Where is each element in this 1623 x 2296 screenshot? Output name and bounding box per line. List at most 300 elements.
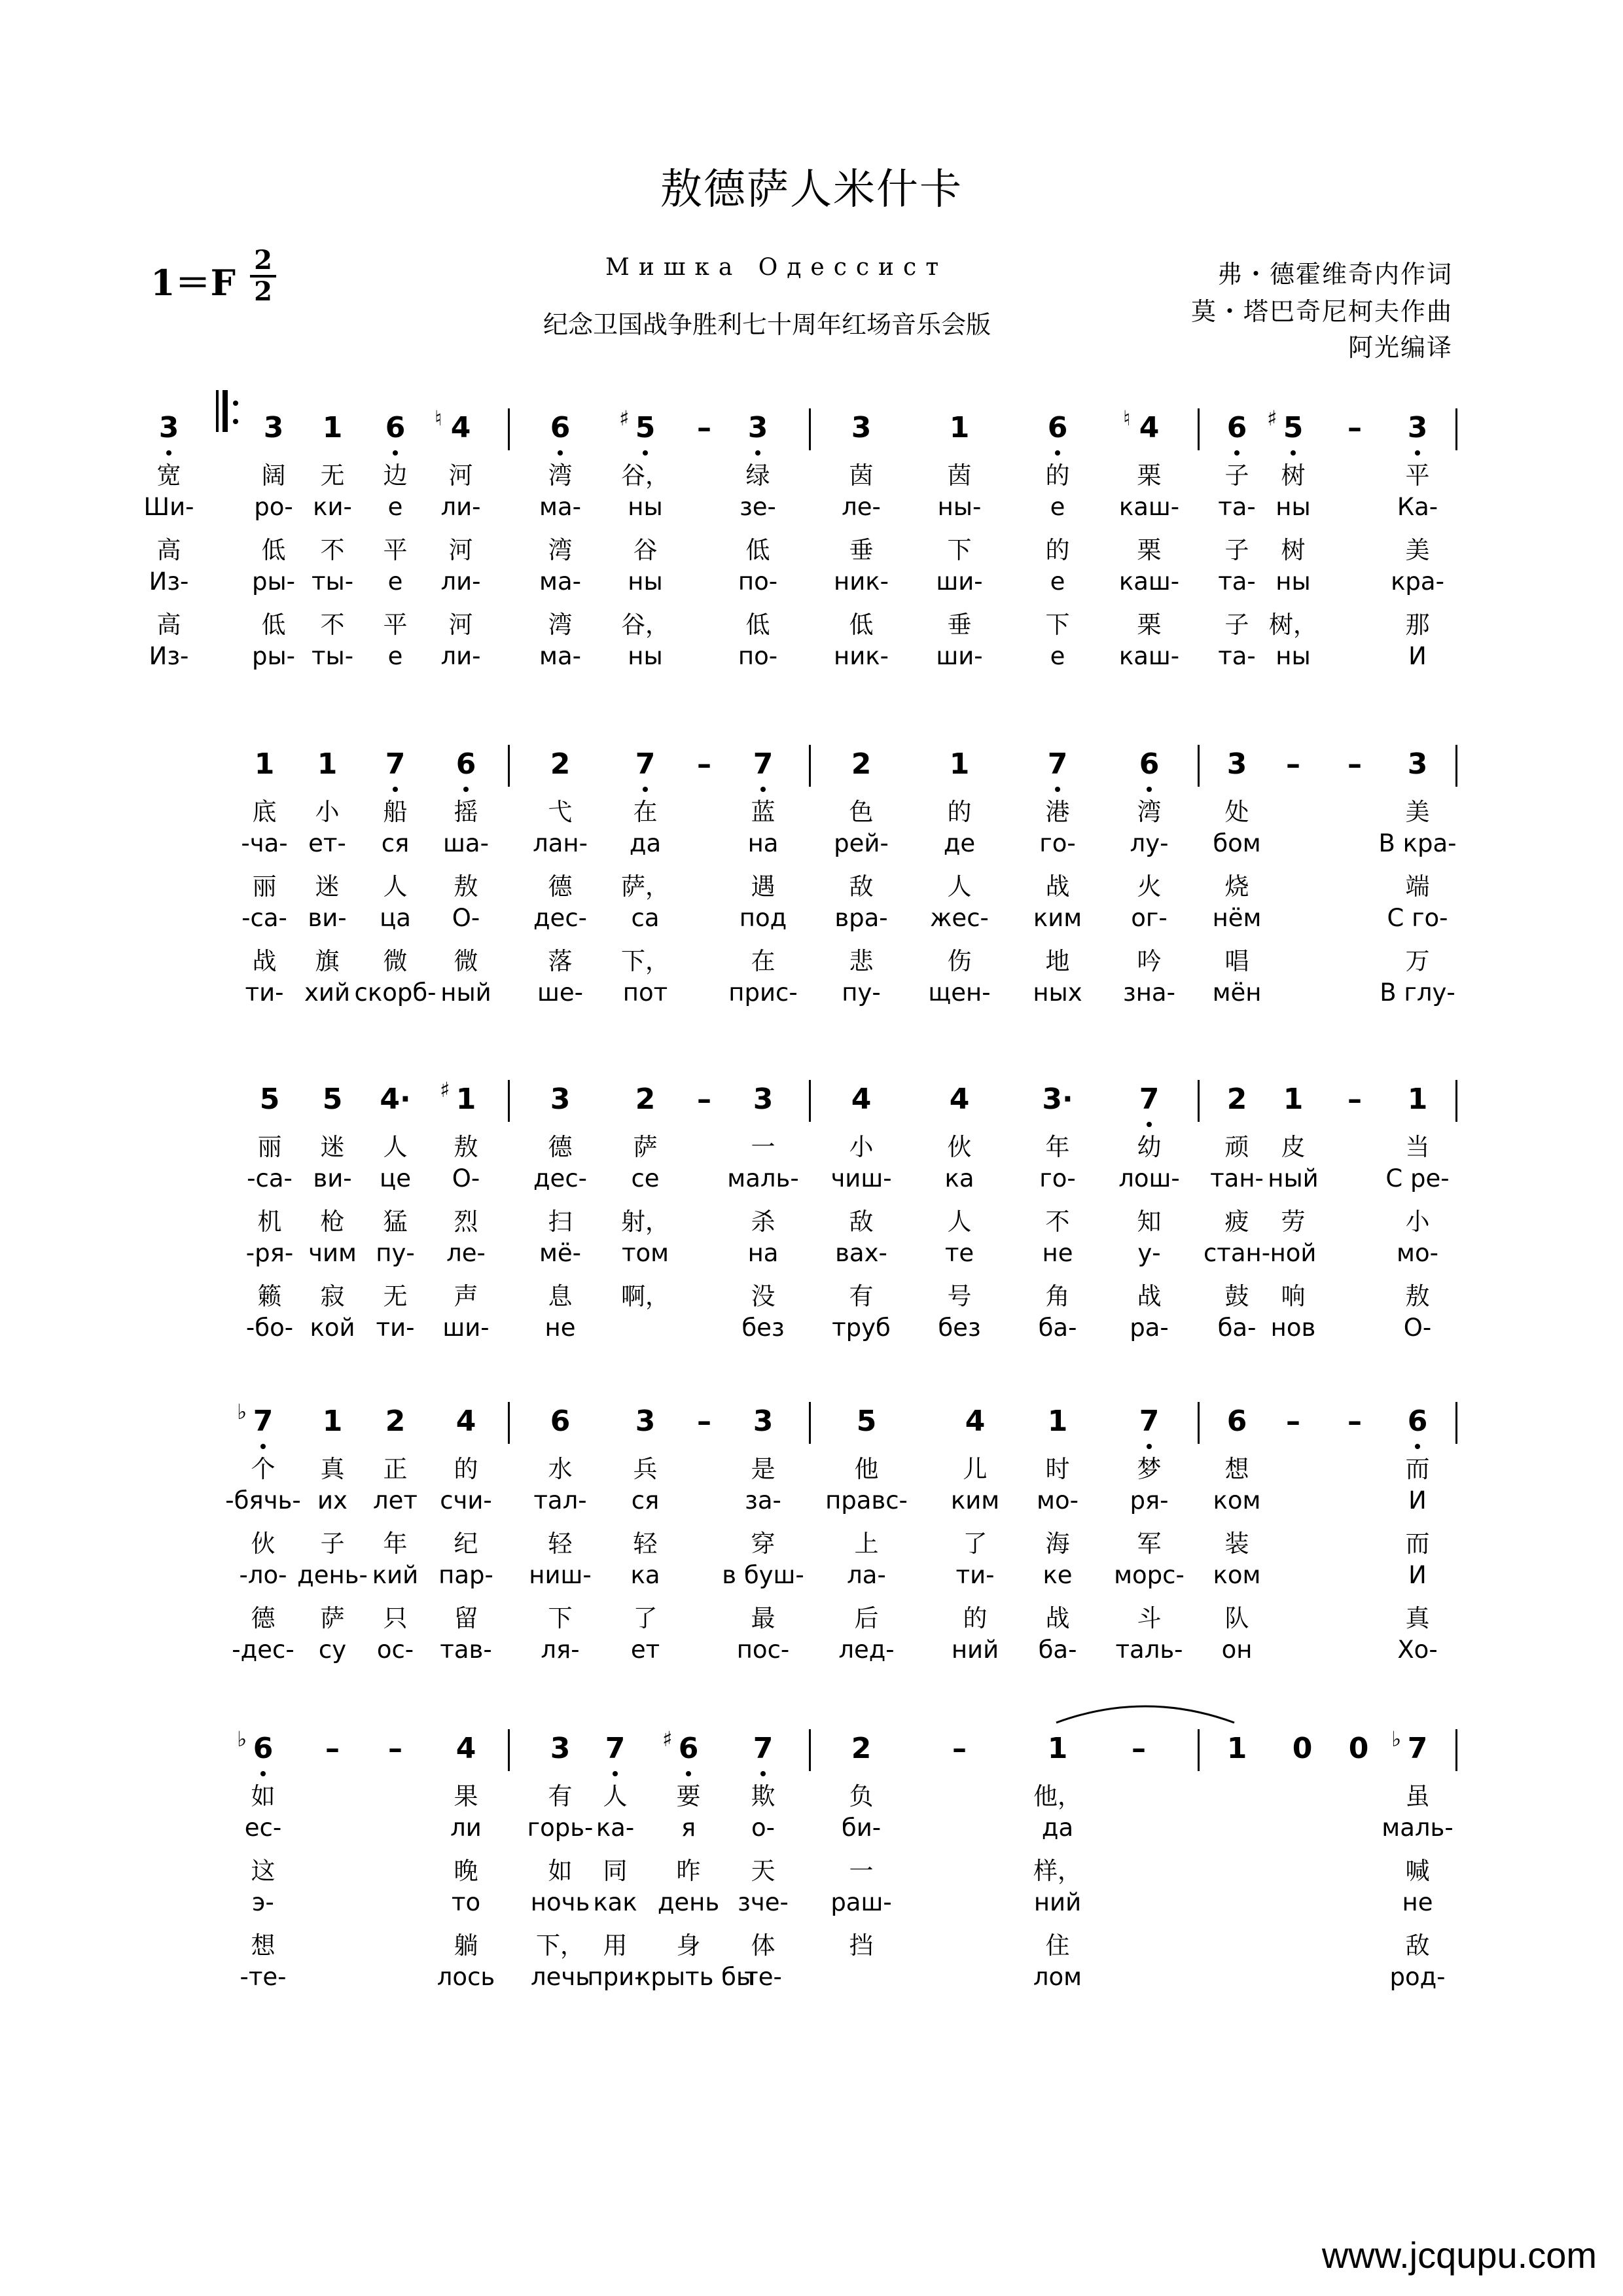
octave-dot bbox=[166, 450, 171, 456]
lyric-syllable: О- bbox=[1403, 1314, 1432, 1342]
lyric-syllable: 人 bbox=[383, 1133, 408, 1161]
note: 6 bbox=[550, 411, 571, 444]
lyric-syllable: 的 bbox=[454, 1455, 478, 1483]
lyric-syllable: э- bbox=[252, 1888, 274, 1916]
lyric-syllable: 蓝 bbox=[751, 798, 776, 826]
lyric-syllable: 战 bbox=[1045, 872, 1070, 901]
lyric-syllable: 敖 bbox=[454, 872, 478, 901]
lyric-syllable: 纪 bbox=[454, 1530, 478, 1558]
lyric-syllable: 军 bbox=[1137, 1530, 1162, 1558]
note: 1 bbox=[1047, 1405, 1068, 1438]
lyric-syllable: 下 bbox=[548, 1604, 573, 1632]
lyric-syllable: 低 bbox=[745, 536, 770, 564]
lyric-syllable: -ря- bbox=[245, 1239, 294, 1267]
lyric-syllable: 丽 bbox=[257, 1133, 282, 1161]
lyric-syllable: горь- bbox=[527, 1814, 594, 1842]
lyric-syllable: ти- bbox=[955, 1561, 995, 1589]
lyric-syllable: 上 bbox=[854, 1530, 879, 1558]
lyric-syllable: ры- bbox=[251, 567, 296, 596]
lyric-syllable: я bbox=[681, 1814, 696, 1842]
lyric-syllable: 端 bbox=[1405, 872, 1430, 901]
note: 3 bbox=[263, 411, 284, 444]
lyric-syllable: 的 bbox=[963, 1604, 988, 1632]
lyric-syllable: нём bbox=[1212, 904, 1262, 932]
lyric-syllable: -те- bbox=[240, 1963, 287, 1991]
note: – bbox=[388, 1732, 402, 1765]
lyric-syllable: 无 bbox=[383, 1282, 408, 1310]
lyric-syllable: нов bbox=[1270, 1314, 1316, 1342]
lyric-syllable: 海 bbox=[1045, 1530, 1070, 1558]
lyric-syllable: без bbox=[938, 1314, 981, 1342]
note: 3 bbox=[1226, 747, 1247, 781]
lyric-syllable: ны bbox=[1275, 493, 1311, 521]
lyric-syllable: 高 bbox=[156, 536, 181, 564]
lyric-syllable: 树 bbox=[1281, 536, 1306, 564]
lyric-syllable: 劳 bbox=[1281, 1208, 1306, 1236]
lyric-syllable: 战 bbox=[252, 947, 277, 975]
lyric-syllable: 敌 bbox=[1405, 1931, 1430, 1960]
lyric-syllable: день bbox=[657, 1888, 720, 1916]
lyric-syllable: пар- bbox=[438, 1561, 493, 1589]
note: 6 bbox=[385, 411, 406, 444]
note: – bbox=[1347, 1083, 1362, 1116]
octave-dot bbox=[1055, 450, 1060, 456]
lyric-syllable: 小 bbox=[315, 798, 340, 826]
lyric-syllable: 底 bbox=[252, 798, 277, 826]
lyric-syllable: 号 bbox=[947, 1282, 972, 1310]
note: – bbox=[1347, 1405, 1362, 1438]
lyric-syllable: го- bbox=[1039, 1164, 1076, 1193]
octave-dot bbox=[260, 1771, 266, 1776]
lyric-syllable: ба- bbox=[1038, 1314, 1077, 1342]
lyric-syllable: 萨 bbox=[633, 1133, 658, 1161]
lyric-syllable: 色 bbox=[849, 798, 874, 826]
octave-dot bbox=[686, 1771, 691, 1776]
lyric-syllable: на bbox=[747, 829, 779, 857]
lyric-syllable: ши- bbox=[936, 642, 983, 670]
lyric-syllable: В кра- bbox=[1378, 829, 1457, 857]
note: – bbox=[952, 1732, 967, 1765]
lyric-syllable: ла- bbox=[847, 1561, 886, 1589]
lyric-syllable: 微 bbox=[383, 947, 408, 975]
lyric-syllable: 平 bbox=[383, 611, 408, 639]
lyric-syllable: 是 bbox=[751, 1455, 776, 1483]
note: 6 bbox=[1047, 411, 1068, 444]
lyric-syllable: 年 bbox=[383, 1530, 408, 1558]
lyric-syllable: 当 bbox=[1405, 1133, 1430, 1161]
lyric-syllable: ши- bbox=[442, 1314, 490, 1342]
lyric-syllable: це bbox=[380, 1164, 411, 1193]
note: 3 bbox=[851, 411, 872, 444]
lyric-syllable: 小 bbox=[849, 1133, 874, 1161]
note: – bbox=[1132, 1732, 1146, 1765]
lyric-syllable: по- bbox=[738, 642, 778, 670]
note: 7 bbox=[1139, 1405, 1160, 1438]
lyric-syllable: 声 bbox=[454, 1282, 478, 1310]
lyric-syllable: 德 bbox=[548, 872, 573, 901]
note: 6 bbox=[455, 747, 476, 781]
repeat-dot bbox=[233, 419, 238, 424]
lyric-syllable: 战 bbox=[1045, 1604, 1070, 1632]
note: 5 bbox=[322, 1083, 343, 1116]
lyric-syllable: 样， bbox=[1033, 1857, 1082, 1885]
bar-line bbox=[809, 1080, 811, 1122]
time-top: 2 bbox=[254, 245, 272, 276]
lyric-syllable: та- bbox=[1218, 642, 1256, 670]
lyric-syllable: ком bbox=[1213, 1486, 1261, 1515]
octave-dot bbox=[463, 787, 469, 792]
lyric-syllable: ти- bbox=[245, 978, 284, 1007]
lyric-syllable: мё- bbox=[539, 1239, 582, 1267]
lyric-syllable: ма- bbox=[539, 493, 581, 521]
lyric-syllable: 儿 bbox=[963, 1455, 988, 1483]
lyric-syllable: Ка- bbox=[1397, 493, 1438, 521]
lyric-syllable: та- bbox=[1218, 567, 1256, 596]
lyric-syllable: е bbox=[1050, 642, 1065, 670]
lyric-syllable: 只 bbox=[383, 1604, 408, 1632]
lyric-syllable: он bbox=[1221, 1636, 1253, 1664]
lyric-syllable: 树 bbox=[1281, 461, 1306, 490]
lyric-syllable: 茵 bbox=[849, 461, 874, 490]
lyric-syllable: ся bbox=[381, 829, 410, 857]
lyric-syllable: 河 bbox=[448, 611, 473, 639]
lyric-syllable: 下 bbox=[1045, 611, 1070, 639]
lyric-syllable: ма- bbox=[539, 567, 581, 596]
lyric-syllable: ник- bbox=[834, 567, 889, 596]
lyric-syllable: тан- bbox=[1210, 1164, 1264, 1193]
lyric-syllable: 摇 bbox=[454, 798, 478, 826]
lyric-syllable: ны bbox=[628, 642, 663, 670]
note: 2 bbox=[851, 747, 872, 781]
octave-dot bbox=[755, 450, 760, 456]
lyric-syllable: ки- bbox=[313, 493, 352, 521]
lyric-syllable: 他 bbox=[854, 1455, 879, 1483]
lyric-syllable: 体 bbox=[751, 1931, 776, 1960]
note: 7 bbox=[1047, 747, 1068, 781]
lyric-syllable: лош- bbox=[1118, 1164, 1180, 1193]
lyric-syllable: е bbox=[387, 493, 403, 521]
lyric-syllable: 的 bbox=[1045, 536, 1070, 564]
lyric-syllable: пос- bbox=[736, 1636, 790, 1664]
bar-line bbox=[1198, 1729, 1200, 1771]
repeat-barline bbox=[216, 390, 219, 432]
lyric-syllable: род- bbox=[1389, 1963, 1446, 1991]
note: 6 bbox=[1407, 1405, 1428, 1438]
lyric-syllable: 战 bbox=[1137, 1282, 1162, 1310]
lyric-syllable: 一 bbox=[751, 1133, 776, 1161]
lyric-syllable: 万 bbox=[1405, 947, 1430, 975]
lyric-syllable: ком bbox=[1213, 1561, 1261, 1589]
bar-line bbox=[1198, 408, 1200, 450]
lyric-syllable: 果 bbox=[454, 1782, 478, 1810]
lyric-syllable: 穿 bbox=[751, 1530, 776, 1558]
lyric-syllable: 伙 bbox=[947, 1133, 972, 1161]
note: 1 bbox=[949, 411, 970, 444]
bar-line bbox=[508, 1402, 510, 1444]
lyric-syllable: щен- bbox=[928, 978, 991, 1007]
note: 3 bbox=[1407, 747, 1428, 781]
lyric-syllable: в буш- bbox=[722, 1561, 804, 1589]
lyric-syllable: Ши- bbox=[143, 493, 194, 521]
lyric-syllable: И bbox=[1408, 1486, 1427, 1515]
lyric-syllable: 知 bbox=[1137, 1208, 1162, 1236]
lyric-syllable: 息 bbox=[548, 1282, 573, 1310]
lyric-syllable: при- bbox=[587, 1963, 643, 1991]
lyric-syllable: 处 bbox=[1224, 798, 1249, 826]
note: 6 bbox=[1139, 747, 1160, 781]
bar-line bbox=[508, 408, 510, 450]
lyric-syllable: О- bbox=[452, 904, 480, 932]
lyric-syllable: счи- bbox=[440, 1486, 492, 1515]
note: 4 bbox=[949, 1083, 970, 1116]
lyric-syllable: лет bbox=[373, 1486, 418, 1515]
lyric-syllable: 枪 bbox=[320, 1208, 345, 1236]
note: – bbox=[697, 1083, 711, 1116]
note: 7 bbox=[753, 1732, 774, 1765]
lyric-syllable: 挡 bbox=[849, 1931, 874, 1960]
lyric-syllable: 轻 bbox=[548, 1530, 573, 1558]
lyric-syllable: 射， bbox=[621, 1208, 669, 1236]
note: 3· bbox=[1042, 1083, 1073, 1116]
lyric-syllable: 天 bbox=[751, 1857, 776, 1885]
note: 3 bbox=[158, 411, 179, 444]
lyric-syllable: 萨， bbox=[621, 872, 669, 901]
bar-line bbox=[809, 745, 811, 787]
note: 7 bbox=[635, 747, 656, 781]
lyric-syllable: чиш- bbox=[830, 1164, 892, 1193]
lyric-syllable: 敖 bbox=[454, 1133, 478, 1161]
lyric-syllable: 梦 bbox=[1137, 1455, 1162, 1483]
lyric-syllable: 迷 bbox=[320, 1133, 345, 1161]
lyric-syllable: 微 bbox=[454, 947, 478, 975]
lyric-syllable: 不 bbox=[320, 536, 345, 564]
lyric-syllable: ца bbox=[380, 904, 411, 932]
note: – bbox=[1286, 747, 1300, 781]
lyric-syllable: том bbox=[621, 1239, 669, 1267]
bar-line bbox=[809, 408, 811, 450]
lyric-syllable: 谷， bbox=[621, 461, 669, 490]
lyric-syllable: каш- bbox=[1118, 493, 1180, 521]
lyric-syllable: 晚 bbox=[454, 1857, 478, 1885]
lyric-syllable: ви- bbox=[308, 904, 347, 932]
note: 7 bbox=[1139, 1083, 1160, 1116]
lyric-syllable: по- bbox=[738, 567, 778, 596]
lyric-syllable: 一 bbox=[849, 1857, 874, 1885]
lyricist-credit: 弗・德霍维奇内作词 bbox=[1217, 260, 1453, 289]
lyric-syllable: ный bbox=[1268, 1164, 1319, 1193]
note: – bbox=[697, 747, 711, 781]
note: 7 bbox=[605, 1732, 626, 1765]
lyric-syllable: дес- bbox=[533, 904, 588, 932]
lyric-syllable: би- bbox=[841, 1814, 882, 1842]
lyric-syllable: ты- bbox=[311, 642, 354, 670]
lyric-syllable: 湾 bbox=[548, 461, 573, 490]
lyric-syllable: морс- bbox=[1114, 1561, 1185, 1589]
note: 3 bbox=[753, 1083, 774, 1116]
lyric-syllable: зче- bbox=[738, 1888, 789, 1916]
lyric-syllable: 如 bbox=[251, 1782, 276, 1810]
lyric-syllable: ка- bbox=[596, 1814, 635, 1842]
lyric-syllable: 斗 bbox=[1137, 1604, 1162, 1632]
lyric-syllable: каш- bbox=[1118, 642, 1180, 670]
lyric-syllable: ли bbox=[450, 1814, 482, 1842]
lyric-syllable: ке bbox=[1043, 1561, 1073, 1589]
bar-line bbox=[809, 1729, 811, 1771]
lyric-syllable: ны bbox=[1275, 567, 1311, 596]
lyric-syllable: 扫 bbox=[548, 1208, 573, 1236]
lyric-syllable: их bbox=[317, 1486, 348, 1515]
lyric-syllable: под bbox=[739, 904, 787, 932]
lyric-syllable: 猛 bbox=[383, 1208, 408, 1236]
lyric-syllable: 绿 bbox=[745, 461, 770, 490]
russian-title: Мишка Одессист bbox=[605, 254, 948, 281]
lyric-syllable: И bbox=[1408, 1561, 1427, 1589]
lyric-syllable: бом bbox=[1213, 829, 1261, 857]
note: 3 bbox=[1407, 411, 1428, 444]
note: – bbox=[1347, 411, 1362, 444]
lyric-syllable: ной bbox=[1270, 1239, 1317, 1267]
lyric-syllable: мо- bbox=[1397, 1239, 1438, 1267]
note: 1 bbox=[322, 1405, 343, 1438]
note: 1 bbox=[1283, 1083, 1304, 1116]
lyric-syllable: е bbox=[1050, 493, 1065, 521]
lyric-syllable: 欺 bbox=[751, 1782, 776, 1810]
lyric-syllable: пот bbox=[622, 978, 668, 1007]
lyric-syllable: ет- bbox=[308, 829, 346, 857]
lyric-syllable: пу- bbox=[842, 978, 881, 1007]
lyric-syllable: 悲 bbox=[849, 947, 874, 975]
lyric-syllable: 正 bbox=[383, 1455, 408, 1483]
accidental: ♯ bbox=[1267, 406, 1277, 431]
bar-line bbox=[1198, 1080, 1200, 1122]
lyric-syllable: крыть бы bbox=[636, 1963, 756, 1991]
lyric-syllable: 栗 bbox=[1137, 461, 1162, 490]
lyric-syllable: правс- bbox=[825, 1486, 908, 1515]
note: 6 bbox=[678, 1732, 699, 1765]
accidental: ♮ bbox=[435, 406, 442, 431]
lyric-syllable: 港 bbox=[1045, 798, 1070, 826]
note: 4 bbox=[1139, 411, 1160, 444]
accidental: ♭ bbox=[237, 1399, 247, 1424]
note: 4· bbox=[380, 1083, 411, 1116]
lyric-syllable: 而 bbox=[1405, 1530, 1430, 1558]
note: 2 bbox=[851, 1732, 872, 1765]
lyric-syllable: 不 bbox=[320, 611, 345, 639]
lyric-syllable: ма- bbox=[539, 642, 581, 670]
lyric-syllable: И bbox=[1408, 642, 1427, 670]
lyric-syllable: не bbox=[1042, 1239, 1073, 1267]
lyric-syllable: 同 bbox=[603, 1857, 628, 1885]
octave-dot bbox=[393, 450, 398, 456]
tie-arc bbox=[1054, 1699, 1237, 1725]
lyric-syllable: Хо- bbox=[1397, 1636, 1438, 1664]
lyric-syllable: 如 bbox=[548, 1857, 573, 1885]
lyric-syllable: 要 bbox=[676, 1782, 701, 1810]
lyric-syllable: 子 bbox=[1224, 536, 1249, 564]
lyric-syllable: 阔 bbox=[261, 461, 286, 490]
lyric-syllable: день- bbox=[297, 1561, 368, 1589]
lyric-syllable: 水 bbox=[548, 1455, 573, 1483]
lyric-syllable: 角 bbox=[1045, 1282, 1070, 1310]
note: 3 bbox=[550, 1732, 571, 1765]
lyric-syllable: 机 bbox=[257, 1208, 282, 1236]
octave-dot bbox=[643, 450, 648, 456]
lyric-syllable: се bbox=[631, 1164, 660, 1193]
repeat-dot bbox=[233, 401, 238, 406]
lyric-syllable: 谷， bbox=[621, 611, 669, 639]
note: 7 bbox=[253, 1405, 274, 1438]
bar-line bbox=[1455, 1729, 1457, 1771]
lyric-syllable: 了 bbox=[633, 1604, 658, 1632]
lyric-syllable: 顽 bbox=[1224, 1133, 1249, 1161]
lyric-syllable: маль- bbox=[727, 1164, 799, 1193]
lyric-syllable: -са- bbox=[241, 904, 287, 932]
lyric-syllable: ким bbox=[1033, 904, 1082, 932]
bar-line bbox=[1198, 745, 1200, 787]
lyric-syllable: 队 bbox=[1224, 1604, 1249, 1632]
octave-dot bbox=[760, 1771, 766, 1776]
lyric-syllable: ли- bbox=[440, 642, 481, 670]
bar-line bbox=[809, 1402, 811, 1444]
note: 6 bbox=[550, 1405, 571, 1438]
lyric-syllable: лан- bbox=[533, 829, 588, 857]
lyric-syllable: ны bbox=[628, 567, 663, 596]
note: 1 bbox=[317, 747, 338, 781]
lyric-syllable: ний bbox=[1033, 1888, 1082, 1916]
lyric-syllable: прис- bbox=[728, 978, 798, 1007]
lyric-syllable: вах- bbox=[835, 1239, 887, 1267]
lyric-syllable: без bbox=[741, 1314, 785, 1342]
time-bottom: 2 bbox=[254, 276, 272, 307]
lyric-syllable: ры- bbox=[251, 642, 296, 670]
subtitle: 纪念卫国战争胜利七十周年红场音乐会版 bbox=[543, 310, 991, 339]
octave-dot bbox=[558, 450, 563, 456]
lyric-syllable: 伙 bbox=[251, 1530, 276, 1558]
lyric-syllable: ро- bbox=[254, 493, 293, 521]
lyric-syllable: ли- bbox=[440, 493, 481, 521]
lyric-syllable: кий bbox=[372, 1561, 419, 1589]
note: 2 bbox=[385, 1405, 406, 1438]
lyric-syllable: 疲 bbox=[1224, 1208, 1249, 1236]
lyric-syllable: 烧 bbox=[1224, 872, 1249, 901]
note: – bbox=[1286, 1405, 1300, 1438]
lyric-syllable: 在 bbox=[751, 947, 776, 975]
lyric-syllable: дес- bbox=[533, 1164, 588, 1193]
lyric-syllable: 不 bbox=[1045, 1208, 1070, 1236]
note: 1 bbox=[949, 747, 970, 781]
lyric-syllable: 真 bbox=[1405, 1604, 1430, 1632]
lyric-syllable: 啊， bbox=[621, 1282, 669, 1310]
lyric-syllable: ря- bbox=[1130, 1486, 1169, 1515]
lyric-syllable: -дес- bbox=[232, 1636, 294, 1664]
note: – bbox=[697, 411, 711, 444]
lyric-syllable: ны- bbox=[937, 493, 982, 521]
lyric-syllable: ви- bbox=[313, 1164, 352, 1193]
note: 0 bbox=[1292, 1732, 1313, 1765]
lyric-syllable: ле- bbox=[842, 493, 881, 521]
lyric-syllable: скорб- bbox=[354, 978, 437, 1007]
lyric-syllable: мо- bbox=[1037, 1486, 1079, 1515]
octave-dot bbox=[1147, 787, 1152, 792]
lyric-syllable: 子 bbox=[1224, 611, 1249, 639]
lyric-syllable: лу- bbox=[1130, 829, 1169, 857]
bar-line bbox=[1455, 745, 1457, 787]
lyric-syllable: 敌 bbox=[849, 872, 874, 901]
lyric-syllable: 低 bbox=[261, 611, 286, 639]
lyric-syllable: ты- bbox=[311, 567, 354, 596]
key-signature: 1＝F bbox=[151, 262, 236, 304]
lyric-syllable: то bbox=[451, 1888, 481, 1916]
